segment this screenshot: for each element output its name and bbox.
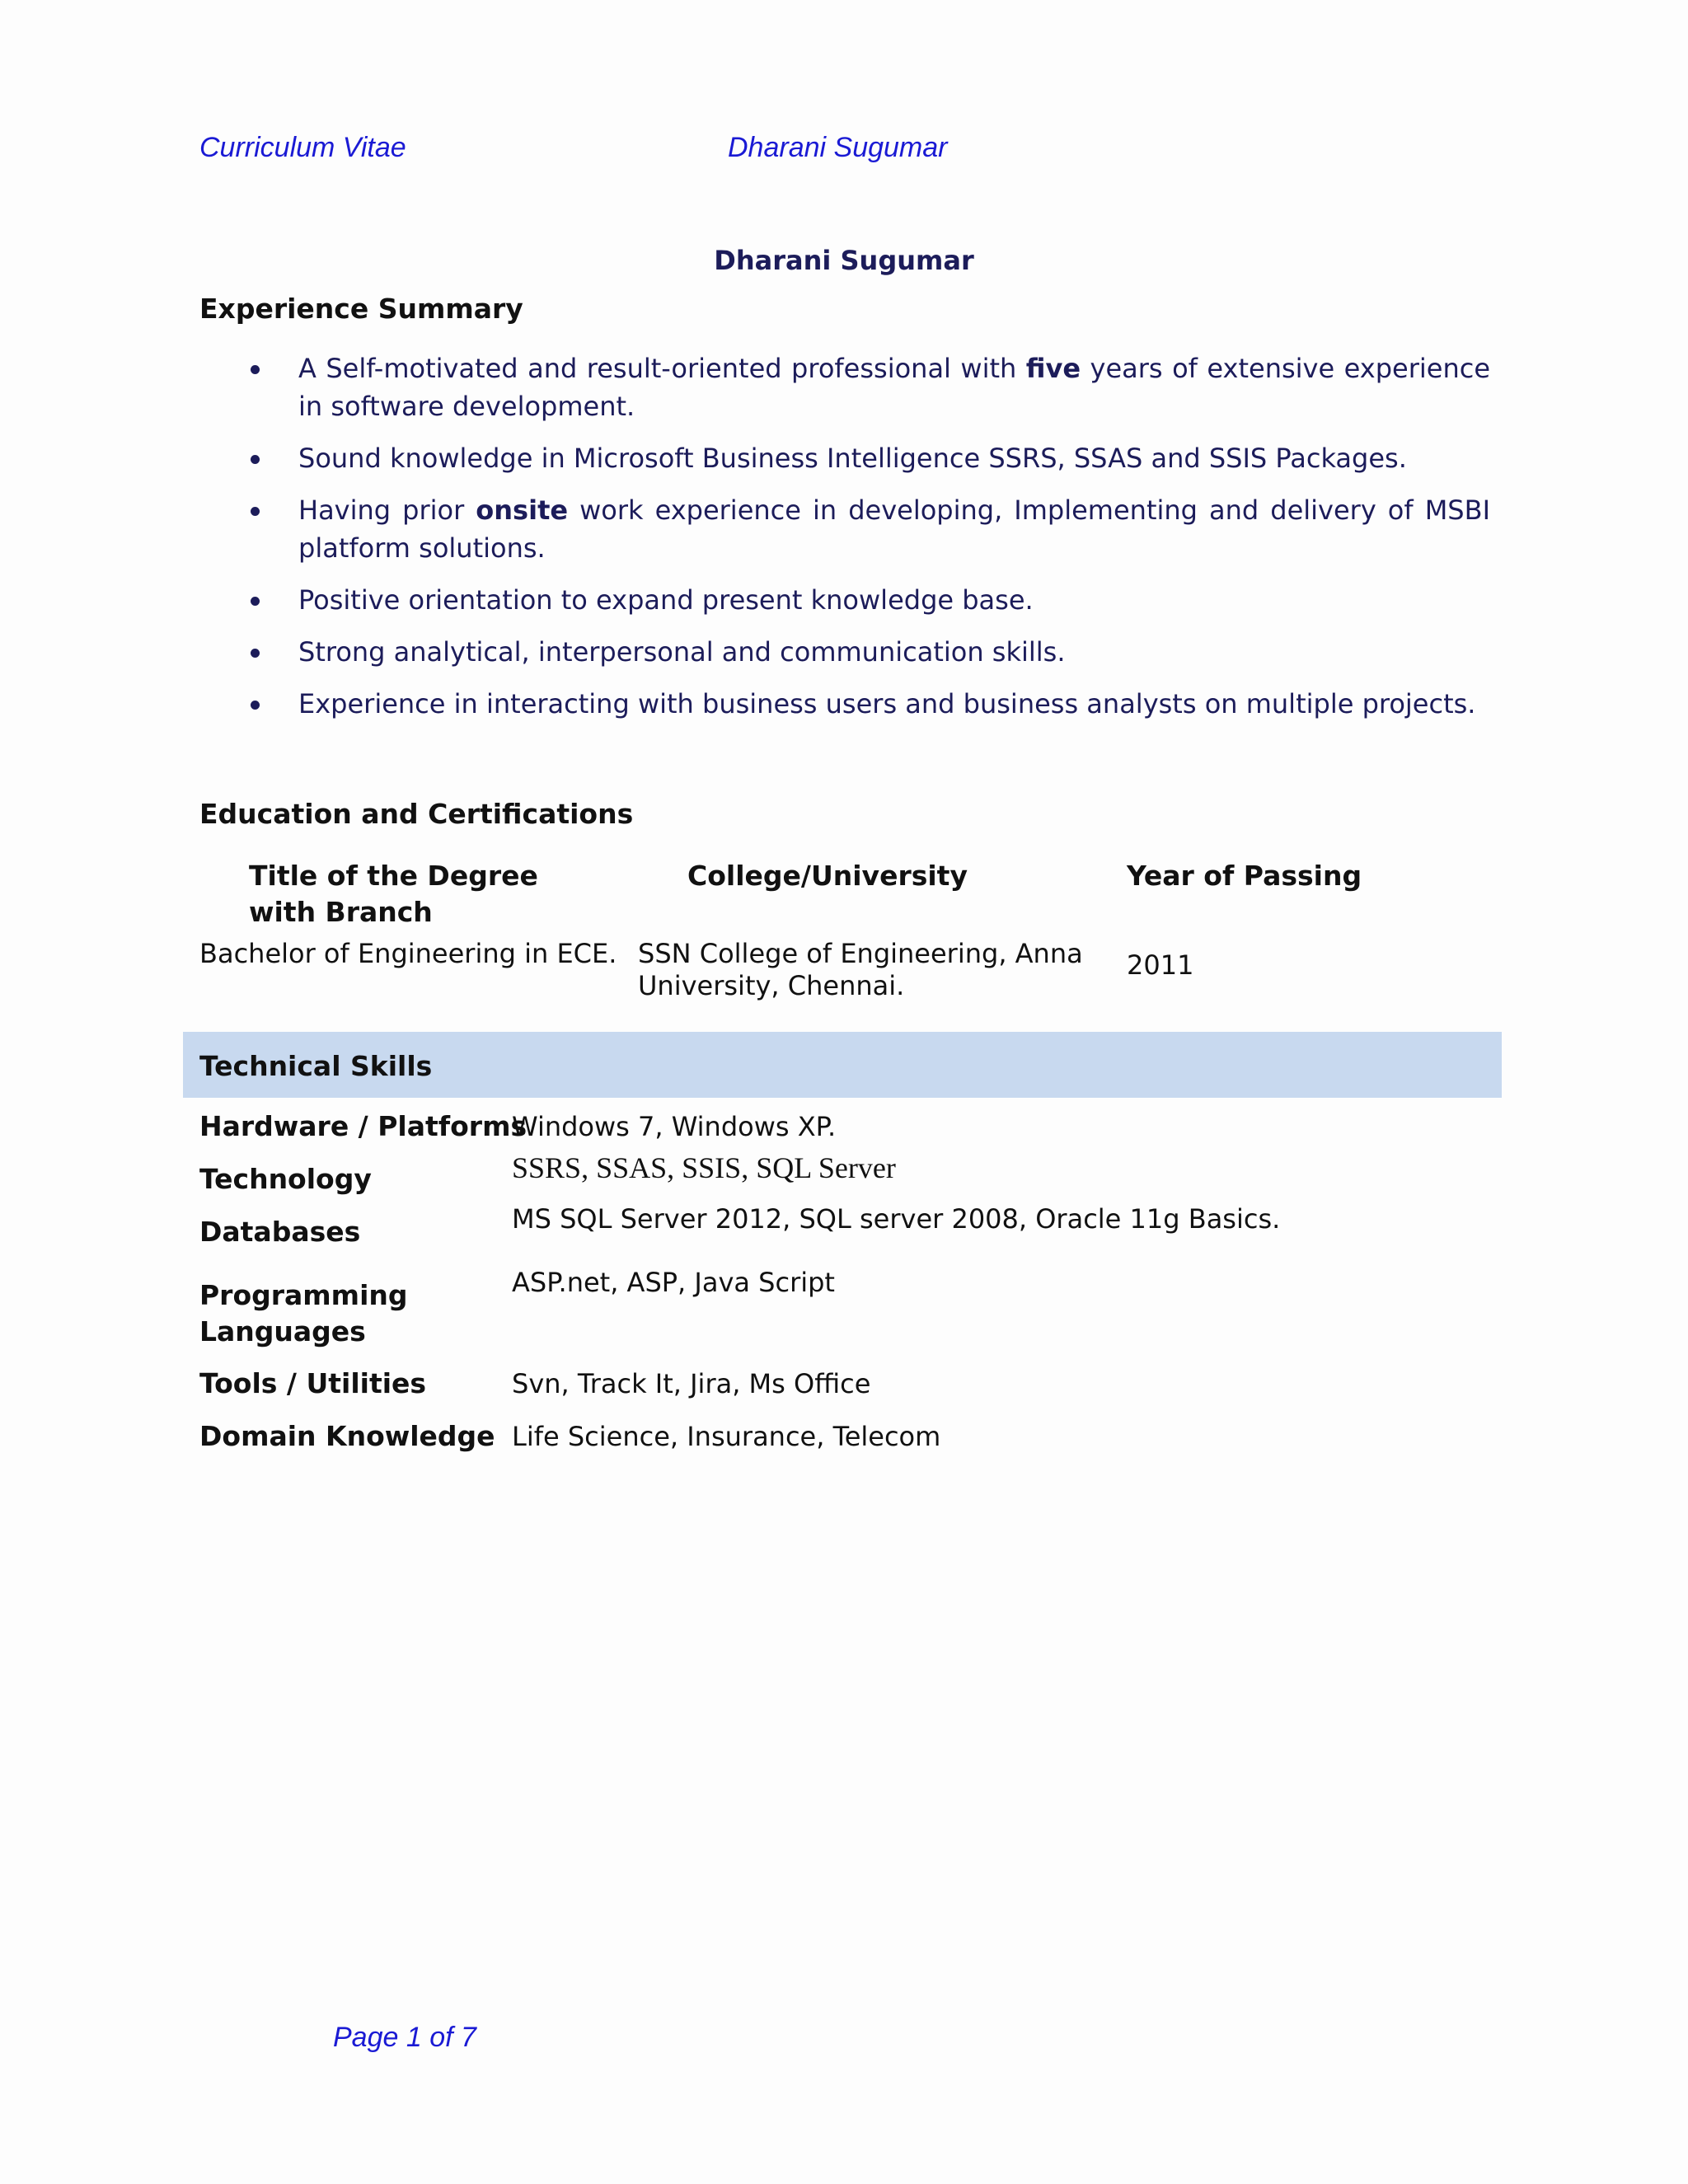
skill-value: Svn, Track It, Jira, Ms Office [512,1368,871,1399]
experience-heading: Experience Summary [199,293,523,325]
bullet-icon [251,701,260,710]
experience-item: Experience in interacting with business users and business analysts on multiple projects. [199,685,1490,723]
skill-label: Domain Knowledge [199,1420,495,1452]
technical-skills-heading: Technical Skills [199,1050,433,1082]
skill-value: Life Science, Insurance, Telecom [512,1421,941,1452]
education-college-cell: SSN College of Engineering, Anna University, Chennai. [638,938,1083,1001]
experience-item: Sound knowledge in Microsoft Business Intelligence SSRS, SSAS and SSIS Packages. [199,439,1490,477]
bullet-icon [251,455,260,464]
experience-list [199,349,1490,737]
experience-item: Positive orientation to expand present knowledge base. [199,581,1490,619]
education-degree-cell: Bachelor of Engineering in ECE. [199,938,617,969]
bullet-icon [251,365,260,374]
skill-label: Technology [199,1163,372,1195]
skill-value: MS SQL Server 2012, SQL server 2008, Oracle 11g Basics. [512,1203,1281,1235]
skill-label: Databases [199,1216,361,1248]
bullet-icon [251,597,260,606]
header-left: Curriculum Vitae [199,132,406,163]
skill-label: Hardware / Platforms [199,1110,528,1142]
experience-item: Strong analytical, interpersonal and communication skills. [199,633,1490,671]
experience-item: A Self-motivated and result-oriented professional with five years of extensive experience in software development. [199,349,1490,425]
skill-value: SSRS, SSAS, SSIS, SQL Server [512,1151,896,1184]
bullet-icon [251,649,260,658]
education-column-college: College/University [687,860,968,892]
bullet-icon [251,507,260,516]
education-heading: Education and Certifications [199,798,634,830]
technical-skills-banner [183,1032,1502,1098]
page-number: Page 1 of 7 [333,2022,476,2053]
experience-item: Having prior onsite work experience in developing, Implementing and delivery of MSBI platform solutions. [199,491,1490,567]
education-column-degree: Title of the Degree with Branch [249,860,538,928]
document-title: Dharani Sugumar [714,245,974,276]
education-year-cell: 2011 [1127,949,1194,981]
skill-value: Windows 7, Windows XP. [512,1111,837,1142]
skill-value: ASP.net, ASP, Java Script [512,1267,835,1298]
skill-label: Programming Languages [199,1279,408,1347]
header-right: Dharani Sugumar [728,132,948,163]
education-column-year: Year of Passing [1127,860,1362,892]
skill-label: Tools / Utilities [199,1367,427,1399]
